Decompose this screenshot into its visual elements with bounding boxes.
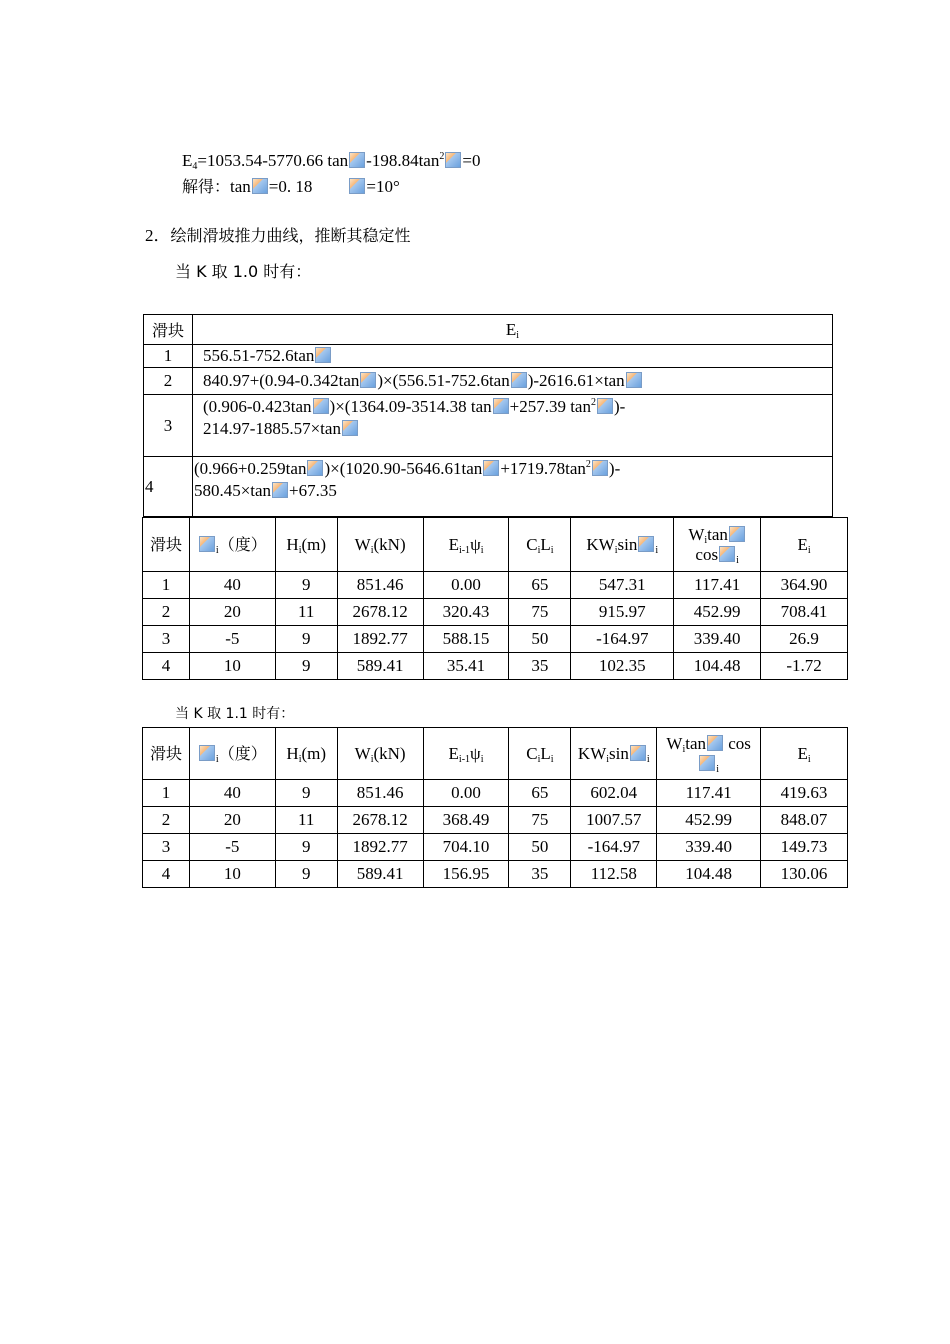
cell-cl: 75 bbox=[509, 807, 571, 834]
table-row bbox=[144, 457, 833, 517]
col-header-block: 滑块 bbox=[143, 518, 190, 572]
cell-e-prev: 704.10 bbox=[423, 834, 509, 861]
cell-w: 1892.77 bbox=[337, 834, 423, 861]
angle-unit: （度） bbox=[218, 534, 267, 554]
section-heading bbox=[145, 225, 411, 247]
cell-kw: 547.31 bbox=[571, 572, 674, 599]
cell-angle: 10 bbox=[189, 861, 275, 888]
formula-table-header bbox=[144, 315, 833, 345]
cell-block: 1 bbox=[143, 572, 190, 599]
kw-text: KW bbox=[586, 534, 615, 554]
tan-text: tan bbox=[707, 524, 728, 544]
image-placeholder-icon bbox=[272, 482, 288, 498]
formula-square: 2 bbox=[590, 397, 596, 408]
col-header-kw bbox=[571, 518, 674, 572]
formula-cell bbox=[192, 395, 832, 457]
image-placeholder-icon bbox=[313, 398, 329, 414]
col-header-angle bbox=[189, 518, 275, 572]
image-placeholder-icon bbox=[511, 372, 527, 388]
sub-i: i bbox=[614, 544, 618, 556]
cell-angle: 40 bbox=[189, 780, 275, 807]
sub-i: i bbox=[682, 743, 686, 755]
image-placeholder-icon bbox=[445, 152, 461, 168]
image-placeholder-icon bbox=[630, 745, 646, 761]
ei-text: E bbox=[797, 534, 808, 554]
cell-w: 851.46 bbox=[337, 572, 423, 599]
h-unit: (m) bbox=[301, 534, 327, 554]
cell-cl: 65 bbox=[509, 572, 571, 599]
cell-w: 589.41 bbox=[337, 861, 423, 888]
cell-h: 11 bbox=[275, 807, 337, 834]
block-header: 滑块 bbox=[144, 315, 193, 345]
formula-text: (0.966+0.259tan bbox=[193, 459, 307, 478]
psi-text: ψ bbox=[470, 534, 481, 554]
cell-w: 589.41 bbox=[337, 653, 423, 680]
formula-text: )×(1020.90-5646.61tan bbox=[324, 459, 483, 478]
sub-i: i bbox=[606, 753, 610, 765]
angle-unit: （度） bbox=[218, 743, 267, 763]
k10-caption: 当 K 取 1.0 时有： bbox=[175, 262, 312, 281]
image-placeholder-icon bbox=[707, 735, 723, 751]
image-placeholder-icon bbox=[307, 460, 323, 476]
solution-angle-value: =10° bbox=[366, 177, 400, 196]
formula-text: 214.97-1885.57×tan bbox=[202, 419, 341, 438]
cell-kw: 1007.57 bbox=[571, 807, 657, 834]
cell-h: 9 bbox=[275, 653, 337, 680]
sub-i: i bbox=[646, 753, 650, 765]
w-text: W bbox=[688, 524, 705, 544]
cell-h: 9 bbox=[275, 780, 337, 807]
formula-table bbox=[143, 314, 833, 517]
col-header-w bbox=[337, 728, 423, 780]
sub-i: i bbox=[480, 544, 484, 556]
formula-text: 580.45×tan bbox=[193, 481, 272, 500]
image-placeholder-icon bbox=[315, 347, 331, 363]
sub-i: i bbox=[807, 753, 811, 765]
col-header-ei bbox=[761, 728, 848, 780]
table-row bbox=[143, 653, 848, 680]
ei-text: E bbox=[797, 743, 808, 763]
cell-angle: 40 bbox=[189, 572, 275, 599]
cell-ei: 130.06 bbox=[761, 861, 848, 888]
cell-wtan: 452.99 bbox=[657, 807, 761, 834]
col-header-e-prev bbox=[423, 518, 509, 572]
col-header-wtan bbox=[674, 518, 761, 572]
sub-i: i bbox=[537, 544, 541, 556]
e-prev-text: E bbox=[448, 534, 459, 554]
cell-e-prev: 320.43 bbox=[423, 599, 509, 626]
cell-e-prev: 0.00 bbox=[423, 780, 509, 807]
table-row bbox=[143, 626, 848, 653]
cell-w: 2678.12 bbox=[337, 807, 423, 834]
formula-text: )×(556.51-752.6tan bbox=[377, 371, 510, 390]
cell-kw: 602.04 bbox=[571, 780, 657, 807]
image-placeholder-icon bbox=[729, 526, 745, 542]
col-header-block: 滑块 bbox=[143, 728, 190, 780]
e-prev-sub: i-1 bbox=[458, 544, 471, 556]
table-row bbox=[143, 807, 848, 834]
sub-i: i bbox=[480, 753, 484, 765]
cell-wtan: 104.48 bbox=[657, 861, 761, 888]
sub-i: i bbox=[655, 544, 659, 556]
col-header-h bbox=[275, 518, 337, 572]
cell-e-prev: 0.00 bbox=[423, 572, 509, 599]
e-header bbox=[192, 315, 832, 345]
section-number: 2． bbox=[145, 226, 171, 245]
eq-part3: =0 bbox=[462, 151, 481, 170]
sub-i: i bbox=[215, 753, 219, 765]
cos-text: cos bbox=[695, 544, 719, 564]
formula-text: )- bbox=[613, 397, 626, 416]
cell-block: 4 bbox=[143, 861, 190, 888]
w-unit: (kN) bbox=[373, 534, 406, 554]
formula-text: )×(1364.09-3514.38 tan bbox=[329, 397, 492, 416]
cell-e-prev: 588.15 bbox=[423, 626, 509, 653]
table-row bbox=[144, 345, 833, 368]
sub-i: i bbox=[298, 753, 302, 765]
table-header-row bbox=[143, 518, 848, 572]
solution-tan-value: =0. 18 bbox=[268, 177, 313, 196]
cell-wtan: 117.41 bbox=[674, 572, 761, 599]
col-header-angle bbox=[189, 728, 275, 780]
e-prev-sub: i-1 bbox=[458, 753, 471, 765]
w-text: W bbox=[354, 534, 371, 554]
formula-text: +1719.78tan bbox=[500, 459, 586, 478]
formula-text: )-2616.61×tan bbox=[527, 371, 625, 390]
image-placeholder-icon bbox=[597, 398, 613, 414]
sub-i: i bbox=[704, 534, 708, 546]
cell-block: 3 bbox=[143, 834, 190, 861]
cos-text: cos bbox=[728, 733, 751, 753]
cell-block: 2 bbox=[143, 599, 190, 626]
eq-part2: -198.84tan bbox=[366, 151, 440, 170]
cell-wtan: 117.41 bbox=[657, 780, 761, 807]
eq-part1: =1053.54-5770.66 tan bbox=[197, 151, 349, 170]
block-id: 2 bbox=[144, 368, 193, 395]
solution-line bbox=[182, 176, 400, 198]
formula-text: )- bbox=[608, 459, 621, 478]
solution-label: 解得： bbox=[182, 177, 231, 196]
cell-e-prev: 368.49 bbox=[423, 807, 509, 834]
cell-angle: 20 bbox=[189, 599, 275, 626]
image-placeholder-icon bbox=[349, 152, 365, 168]
image-placeholder-icon bbox=[638, 536, 654, 552]
cell-ei: 419.63 bbox=[761, 780, 848, 807]
formula-text: 556.51-752.6tan bbox=[202, 346, 315, 365]
col-header-w bbox=[337, 518, 423, 572]
block-id: 4 bbox=[144, 457, 193, 517]
col-header-cl bbox=[509, 518, 571, 572]
h-unit: (m) bbox=[301, 743, 327, 763]
col-header-cl bbox=[509, 728, 571, 780]
cell-kw: 915.97 bbox=[571, 599, 674, 626]
sub-i: i bbox=[215, 544, 219, 556]
c-text: C bbox=[526, 743, 538, 763]
e-prev-text: E bbox=[448, 743, 459, 763]
formula-cell bbox=[192, 457, 832, 517]
cell-kw: -164.97 bbox=[571, 626, 674, 653]
col-header-wtan bbox=[657, 728, 761, 780]
table-row bbox=[143, 572, 848, 599]
cell-cl: 75 bbox=[509, 599, 571, 626]
w-text: W bbox=[354, 743, 371, 763]
image-placeholder-icon bbox=[349, 178, 365, 194]
col-header-e-prev bbox=[423, 728, 509, 780]
cell-angle: 10 bbox=[189, 653, 275, 680]
cell-h: 9 bbox=[275, 572, 337, 599]
k10-results-table bbox=[142, 517, 848, 680]
sub-i: i bbox=[736, 554, 739, 566]
image-placeholder-icon bbox=[252, 178, 268, 194]
eq-lhs: E bbox=[182, 151, 193, 170]
cell-cl: 35 bbox=[509, 653, 571, 680]
e-header-sub: i bbox=[516, 329, 520, 341]
cell-cl: 50 bbox=[509, 626, 571, 653]
cell-kw: -164.97 bbox=[571, 834, 657, 861]
cell-e-prev: 156.95 bbox=[423, 861, 509, 888]
psi-text: ψ bbox=[470, 743, 481, 763]
cell-block: 3 bbox=[143, 626, 190, 653]
cell-wtan: 339.40 bbox=[657, 834, 761, 861]
w-text: W bbox=[666, 733, 683, 753]
solution-tan: tan bbox=[230, 177, 251, 196]
formula-text: (0.906-0.423tan bbox=[202, 397, 312, 416]
cell-kw: 102.35 bbox=[571, 653, 674, 680]
col-header-kw bbox=[571, 728, 657, 780]
sub-i: i bbox=[550, 753, 554, 765]
cell-wtan: 339.40 bbox=[674, 626, 761, 653]
cell-ei: 26.9 bbox=[761, 626, 848, 653]
sin-text: sin bbox=[617, 534, 638, 554]
section-title: 绘制滑坡推力曲线，推断其稳定性 bbox=[170, 226, 411, 245]
k11-caption: 当 K 取 1.1 时有： bbox=[175, 706, 295, 722]
table-row bbox=[143, 834, 848, 861]
image-placeholder-icon bbox=[199, 745, 215, 761]
image-placeholder-icon bbox=[483, 460, 499, 476]
h-text: H bbox=[286, 534, 299, 554]
col-header-ei bbox=[761, 518, 848, 572]
cell-cl: 65 bbox=[509, 780, 571, 807]
sub-i: i bbox=[370, 753, 374, 765]
cell-h: 9 bbox=[275, 834, 337, 861]
formula-text: +67.35 bbox=[289, 481, 337, 500]
cell-ei: 848.07 bbox=[761, 807, 848, 834]
cell-ei: -1.72 bbox=[761, 653, 848, 680]
table-row bbox=[143, 861, 848, 888]
sub-i: i bbox=[550, 544, 554, 556]
sub-i: i bbox=[716, 763, 720, 775]
formula-cell bbox=[192, 368, 832, 395]
table-row bbox=[143, 780, 848, 807]
sub-i: i bbox=[807, 544, 811, 556]
col-header-h bbox=[275, 728, 337, 780]
sub-i: i bbox=[370, 544, 374, 556]
w-unit: (kN) bbox=[373, 743, 406, 763]
image-placeholder-icon bbox=[592, 460, 608, 476]
e-header-text: E bbox=[505, 319, 517, 339]
cell-ei: 364.90 bbox=[761, 572, 848, 599]
cell-ei: 149.73 bbox=[761, 834, 848, 861]
cell-block: 4 bbox=[143, 653, 190, 680]
cell-h: 11 bbox=[275, 599, 337, 626]
sub-i: i bbox=[298, 544, 302, 556]
formula-text: +257.39 tan bbox=[509, 397, 591, 416]
h-text: H bbox=[286, 743, 299, 763]
cell-kw: 112.58 bbox=[571, 861, 657, 888]
equation-e4 bbox=[182, 150, 480, 172]
cell-h: 9 bbox=[275, 861, 337, 888]
cell-wtan: 104.48 bbox=[674, 653, 761, 680]
cell-e-prev: 35.41 bbox=[423, 653, 509, 680]
sin-text: sin bbox=[609, 743, 629, 763]
formula-cell bbox=[192, 345, 832, 368]
cell-cl: 50 bbox=[509, 834, 571, 861]
formula-square: 2 bbox=[585, 459, 591, 470]
image-placeholder-icon bbox=[493, 398, 509, 414]
cell-block: 2 bbox=[143, 807, 190, 834]
cell-w: 851.46 bbox=[337, 780, 423, 807]
image-placeholder-icon bbox=[699, 755, 715, 771]
eq-lhs-sub: 4 bbox=[192, 161, 198, 172]
image-placeholder-icon bbox=[626, 372, 642, 388]
table-header-row bbox=[143, 728, 848, 780]
image-placeholder-icon bbox=[719, 546, 735, 562]
eq-square: 2 bbox=[439, 151, 445, 162]
cell-angle: -5 bbox=[189, 626, 275, 653]
block-id: 3 bbox=[144, 395, 193, 457]
kw-text: KW bbox=[577, 743, 607, 763]
sub-i: i bbox=[537, 753, 541, 765]
l-text: L bbox=[540, 743, 551, 763]
image-placeholder-icon bbox=[342, 420, 358, 436]
block-id: 1 bbox=[144, 345, 193, 368]
table-row bbox=[143, 599, 848, 626]
cell-block: 1 bbox=[143, 780, 190, 807]
cell-w: 1892.77 bbox=[337, 626, 423, 653]
cell-h: 9 bbox=[275, 626, 337, 653]
cell-ei: 708.41 bbox=[761, 599, 848, 626]
l-text: L bbox=[540, 534, 551, 554]
formula-text: 840.97+(0.94-0.342tan bbox=[202, 371, 360, 390]
image-placeholder-icon bbox=[199, 536, 215, 552]
table-row bbox=[144, 368, 833, 395]
cell-angle: -5 bbox=[189, 834, 275, 861]
cell-angle: 20 bbox=[189, 807, 275, 834]
k11-results-table bbox=[142, 727, 848, 888]
c-text: C bbox=[526, 534, 538, 554]
image-placeholder-icon bbox=[360, 372, 376, 388]
cell-w: 2678.12 bbox=[337, 599, 423, 626]
cell-wtan: 452.99 bbox=[674, 599, 761, 626]
cell-cl: 35 bbox=[509, 861, 571, 888]
tan-text: tan bbox=[685, 733, 706, 753]
table-row bbox=[144, 395, 833, 457]
